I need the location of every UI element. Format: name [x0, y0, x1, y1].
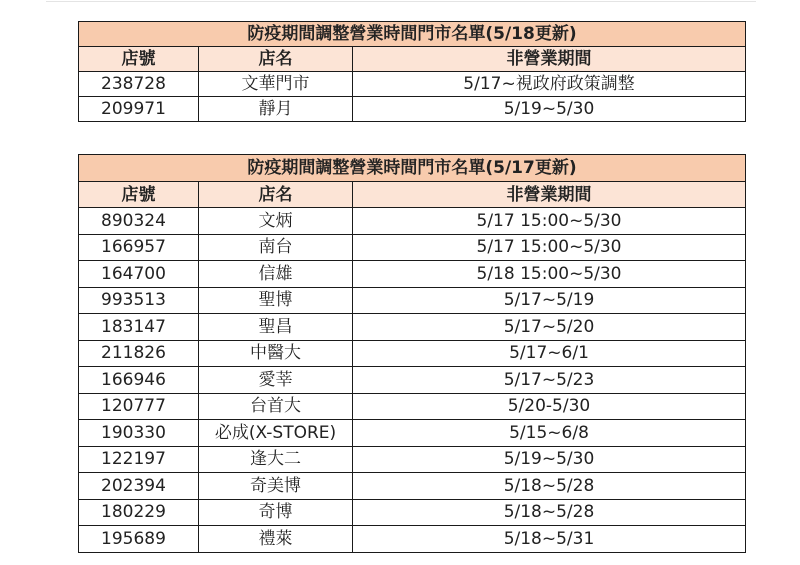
- store-name-cell: 聖昌: [199, 314, 353, 341]
- store-name-cell: 必成(X-STORE): [199, 420, 353, 447]
- table-row: [79, 420, 746, 447]
- store-id-cell: 120777: [79, 393, 199, 420]
- closed-period-cell: 5/17~5/19: [353, 287, 746, 314]
- closed-period-cell: 5/20-5/30: [353, 393, 746, 420]
- store-name-cell: 聖博: [199, 287, 353, 314]
- table-row: [79, 526, 746, 553]
- table-row: [79, 446, 746, 473]
- closed-period-cell: 5/17~5/23: [353, 367, 746, 394]
- store-name-cell: 奇美博: [199, 473, 353, 500]
- table-title-row: [79, 155, 746, 182]
- table-row: [79, 97, 746, 122]
- store-id-cell: 190330: [79, 420, 199, 447]
- column-header-closed-period: 非營業期間: [353, 182, 746, 208]
- store-name-cell: 信雄: [199, 261, 353, 288]
- store-id-cell: 166957: [79, 234, 199, 261]
- table-title: 防疫期間調整營業時間門市名單(5/18更新): [79, 22, 746, 47]
- table-row: [79, 499, 746, 526]
- top-divider: [46, 1, 756, 2]
- store-id-cell: 209971: [79, 97, 199, 122]
- closed-period-cell: 5/15~6/8: [353, 420, 746, 447]
- table-title-row: [79, 22, 746, 47]
- store-name-cell: 禮萊: [199, 526, 353, 553]
- store-id-cell: 166946: [79, 367, 199, 394]
- closed-period-cell: 5/18~5/28: [353, 473, 746, 500]
- store-name-cell: 南台: [199, 234, 353, 261]
- closed-period-cell: 5/18~5/31: [353, 526, 746, 553]
- store-id-cell: 211826: [79, 340, 199, 367]
- store-name-cell: 文炳: [199, 208, 353, 235]
- store-name-cell: 愛莘: [199, 367, 353, 394]
- closed-period-cell: 5/17~視政府政策調整: [353, 72, 746, 97]
- store-hours-table-0517: [78, 154, 746, 553]
- table-title: 防疫期間調整營業時間門市名單(5/17更新): [79, 155, 746, 182]
- closed-period-cell: 5/17 15:00~5/30: [353, 208, 746, 235]
- closed-period-cell: 5/17 15:00~5/30: [353, 234, 746, 261]
- table-row: [79, 367, 746, 394]
- closed-period-cell: 5/19~5/30: [353, 446, 746, 473]
- table-row: [79, 340, 746, 367]
- table-row: [79, 72, 746, 97]
- table-row: [79, 473, 746, 500]
- store-id-cell: 238728: [79, 72, 199, 97]
- store-id-cell: 164700: [79, 261, 199, 288]
- store-id-cell: 202394: [79, 473, 199, 500]
- closed-period-cell: 5/18~5/28: [353, 499, 746, 526]
- table-row: [79, 208, 746, 235]
- table-row: [79, 261, 746, 288]
- table-row: [79, 393, 746, 420]
- store-id-cell: 180229: [79, 499, 199, 526]
- column-header-store-id: 店號: [79, 47, 199, 72]
- store-name-cell: 靜月: [199, 97, 353, 122]
- store-name-cell: 逢大二: [199, 446, 353, 473]
- closed-period-cell: 5/17~5/20: [353, 314, 746, 341]
- closed-period-cell: 5/18 15:00~5/30: [353, 261, 746, 288]
- closed-period-cell: 5/19~5/30: [353, 97, 746, 122]
- store-id-cell: 122197: [79, 446, 199, 473]
- column-header-closed-period: 非營業期間: [353, 47, 746, 72]
- store-id-cell: 183147: [79, 314, 199, 341]
- table-row: [79, 234, 746, 261]
- store-id-cell: 993513: [79, 287, 199, 314]
- table-header-row: [79, 182, 746, 208]
- store-name-cell: 台首大: [199, 393, 353, 420]
- column-header-store-id: 店號: [79, 182, 199, 208]
- store-hours-table-0518: [78, 21, 746, 122]
- table-header-row: [79, 47, 746, 72]
- store-name-cell: 中醫大: [199, 340, 353, 367]
- store-name-cell: 奇博: [199, 499, 353, 526]
- table-row: [79, 314, 746, 341]
- column-header-store-name: 店名: [199, 47, 353, 72]
- store-id-cell: 195689: [79, 526, 199, 553]
- store-name-cell: 文華門市: [199, 72, 353, 97]
- closed-period-cell: 5/17~6/1: [353, 340, 746, 367]
- table-row: [79, 287, 746, 314]
- column-header-store-name: 店名: [199, 182, 353, 208]
- store-id-cell: 890324: [79, 208, 199, 235]
